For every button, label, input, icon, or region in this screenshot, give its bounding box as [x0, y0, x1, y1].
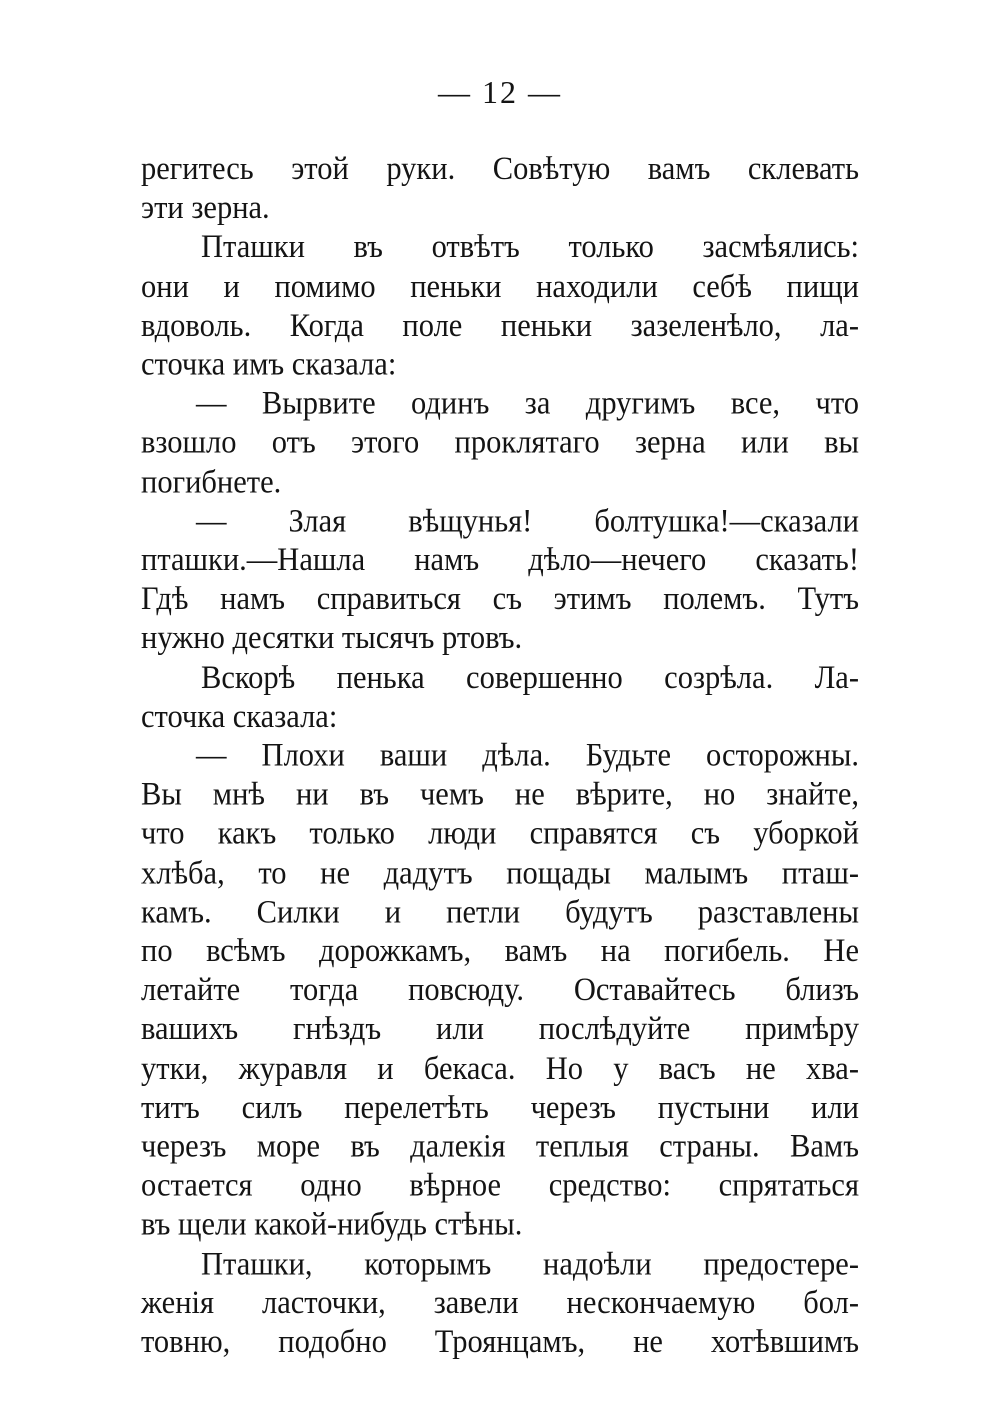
text-line: сточка сказала:: [141, 697, 338, 735]
text-line: нужно десятки тысячъ ртовъ.: [141, 619, 523, 656]
text-line: товню, подобно Троянцамъ, не хотѣвшимъ: [141, 1323, 859, 1360]
paragraph-start-line: Пташки въ отвѣтъ только засмѣялись:: [201, 228, 859, 265]
paragraph-start-line: Пташки, которымъ надоѣли предостере-: [201, 1244, 859, 1282]
text-line: женія ласточки, завели нескончаемую бол-: [141, 1283, 859, 1321]
dialogue-line: — Плохи ваши дѣла. Будьте осторожны.: [196, 736, 859, 774]
text-line: камъ. Силки и петли будутъ разставлены: [141, 892, 859, 930]
text-line: они и помимо пеньки находили себѣ пищи: [141, 267, 859, 305]
text-line: Гдѣ намъ справиться съ этимъ полемъ. Тутъ: [141, 580, 859, 617]
text-line: утки, журавля и бекаса. Но у васъ не хва-: [141, 1049, 859, 1087]
text-line: по всѣмъ дорожкамъ, вамъ на погибель. Не: [141, 932, 859, 969]
text-line: остается одно вѣрное средство: спрятаться: [141, 1166, 859, 1204]
page-number: — 12 —: [438, 74, 562, 110]
text-line: черезъ море въ далекія теплыя страны. Вамъ: [141, 1127, 859, 1165]
text-line: хлѣба, то не дадутъ пощады малымъ пташ-: [141, 853, 859, 891]
text-line: въ щели какой-нибудь стѣны.: [141, 1205, 523, 1243]
body-text: [141, 149, 859, 1361]
paragraph-start-line: Вскорѣ пенька совершенно созрѣла. Ла-: [201, 658, 859, 696]
text-line: вдоволь. Когда поле пеньки зазеленѣло, ла-: [141, 306, 859, 344]
dialogue-line: — Вырвите одинъ за другимъ все, что: [196, 384, 859, 422]
text-line: пташки.—Нашла намъ дѣло—нечего сказать!: [141, 541, 859, 578]
text-line: летайте тогда повсюду. Оставайтесь близъ: [141, 971, 859, 1008]
text-line: вашихъ гнѣздъ или послѣдуйте примѣру: [141, 1010, 859, 1047]
text-line: Вы мнѣ ни въ чемъ не вѣрите, но знайте,: [141, 775, 859, 813]
text-line: что какъ только люди справятся съ уборкой: [141, 814, 859, 852]
text-line: сточка имъ сказала:: [141, 345, 397, 383]
text-line: взошло отъ этого проклятаго зерна или вы: [141, 423, 859, 461]
text-line: погибнете.: [141, 462, 282, 500]
text-line: титъ силъ перелетѣть черезъ пустыни или: [141, 1088, 859, 1126]
text-line: эти зерна.: [141, 189, 270, 226]
dialogue-line: — Злая вѣщунья! болтушка!—сказали: [196, 501, 859, 539]
text-line: регитесь этой руки. Совѣтую вамъ склевать: [141, 150, 859, 187]
